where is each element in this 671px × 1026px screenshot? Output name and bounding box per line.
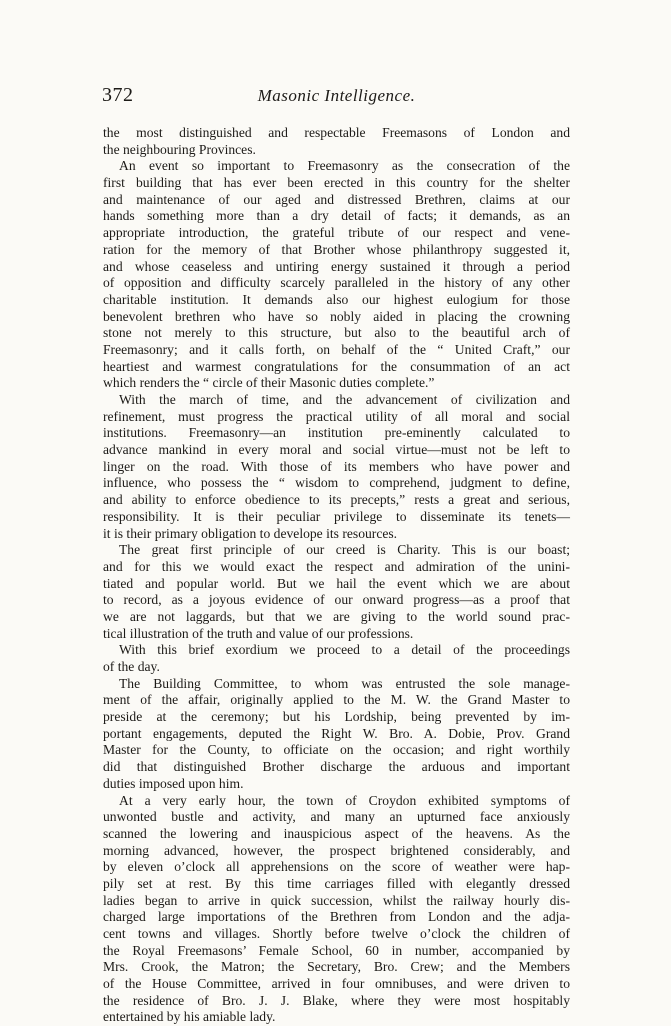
text-line: duties imposed upon him. (103, 775, 244, 791)
text-line: Master for the County, to officiate on the occasion; and right worthily (103, 742, 570, 758)
text-line: institutions. Freemasonry—an institution pre-eminently calculated to (103, 425, 570, 441)
text-line: of the House Committee, arrived in four omnibuses, and were driven to (103, 976, 570, 992)
text-line: which renders the “ circle of their Masonic duties complete.” (103, 375, 435, 391)
running-head: Masonic Intelligence. (257, 86, 416, 105)
text-line: entertained by his amiable lady. (103, 1009, 276, 1025)
text-line: did that distinguished Brother discharge the arduous and important (103, 759, 570, 775)
body-text (103, 125, 570, 1026)
text-line: advance mankind in every moral and social virtue—must not be left to (103, 442, 570, 458)
text-line: and for this we would exact the respect and admiration of the unini- (103, 558, 570, 574)
text-line: benevolent brethren who have so nobly aided in placing the crowning (103, 308, 570, 324)
text-line: With this brief exordium we proceed to a detail of the proceedings (119, 642, 570, 658)
text-line: the Royal Freemasons’ Female School, 60 in number, accompanied by (103, 942, 570, 958)
text-line: pily set at rest. By this time carriages filled with elegantly dressed (103, 875, 570, 891)
text-line: refinement, must progress the practical utility of all moral and social (103, 408, 570, 424)
text-line: The Building Committee, to whom was entrusted the sole manage- (119, 675, 570, 691)
text-line: ladies began to arrive in quick succession, whilst the railway hourly dis- (103, 892, 570, 908)
text-line: portant engagements, deputed the Right W. Bro. A. Dobie, Prov. Grand (103, 725, 570, 741)
text-line: charitable institution. It demands also our highest eulogium for those (103, 291, 570, 307)
text-line: ration for the memory of that Brother whose philanthropy suggested it, (103, 241, 570, 257)
text-line: Mrs. Crook, the Matron; the Secretary, Bro. Crew; and the Members (103, 959, 570, 975)
text-line: heartiest and warmest congratulations for the consummation of an act (103, 358, 570, 374)
text-line: linger on the road. With those of its members who have power and (103, 458, 570, 474)
text-line: morning advanced, however, the prospect brightened considerably, and (103, 842, 570, 858)
text-line: influence, who possess the “ wisdom to comprehend, judgment to define, (103, 475, 570, 491)
text-line: it is their primary obligation to develope its resources. (103, 525, 398, 541)
text-line: preside at the ceremony; but his Lordship, being prevented by im- (103, 709, 570, 725)
text-line: stone not merely to this structure, but also to the beautiful arch of (103, 325, 570, 341)
text-line: ment of the affair, originally applied to the M. W. the Grand Master to (103, 692, 570, 708)
text-line: and whose ceaseless and untiring energy sustained it through a period (103, 258, 570, 274)
text-line: charged large importations of the Brethren from London and the adja- (103, 909, 570, 925)
text-line: the most distinguished and respectable Freemasons of London and (103, 125, 570, 140)
text-line: by eleven o’clock all apprehensions on the score of weather were hap- (103, 859, 570, 875)
text-line: the neighbouring Provinces. (103, 141, 256, 157)
text-line: scanned the lowering and inauspicious aspect of the heavens. As the (103, 825, 570, 841)
text-line: At a very early hour, the town of Croydon exhibited symptoms of (119, 792, 570, 808)
text-line: and ability to enforce obedience to its precepts,” rests a great and serious, (103, 492, 570, 508)
text-line: The great first principle of our creed is Charity. This is our boast; (119, 542, 570, 558)
text-line: of the day. (103, 659, 160, 674)
text-line: unwonted bustle and activity, and many an upturned face anxiously (103, 809, 570, 825)
text-line: of opposition and difficulty scarcely paralleled in the history of any other (103, 275, 570, 291)
page-header (102, 84, 571, 110)
text-line: the residence of Bro. J. J. Blake, where they were most hospitably (103, 992, 570, 1008)
text-line: to record, as a joyous evidence of our onward progress—as a proof that (103, 592, 570, 608)
text-line: first building that has ever been erected in this country for the shelter (103, 175, 570, 191)
page-number: 372 (102, 84, 134, 106)
text-line: With the march of time, and the advancement of civilization and (119, 392, 570, 407)
text-line: An event so important to Freemasonry as the consecration of the (119, 158, 570, 174)
text-line: responsibility. It is their peculiar privilege to disseminate its tenets— (103, 508, 570, 524)
text-line: appropriate introduction, the grateful tribute of our respect and vene- (103, 225, 570, 241)
text-line: tical illustration of the truth and value of our professions. (103, 625, 414, 641)
text-line: tiated and popular world. But we hail the event which we are about (103, 575, 570, 591)
text-line: and maintenance of our aged and distressed Brethren, claims at our (103, 191, 570, 207)
text-line: hands something more than a dry detail of facts; it demands, as an (103, 208, 570, 224)
text-line: Freemasonry; and it calls forth, on behalf of the “ United Craft,” our (103, 341, 570, 357)
text-line: we are not laggards, but that we are giving to the world sound prac- (103, 608, 570, 624)
text-line: cent towns and villages. Shortly before twelve o’clock the children of (103, 926, 570, 941)
